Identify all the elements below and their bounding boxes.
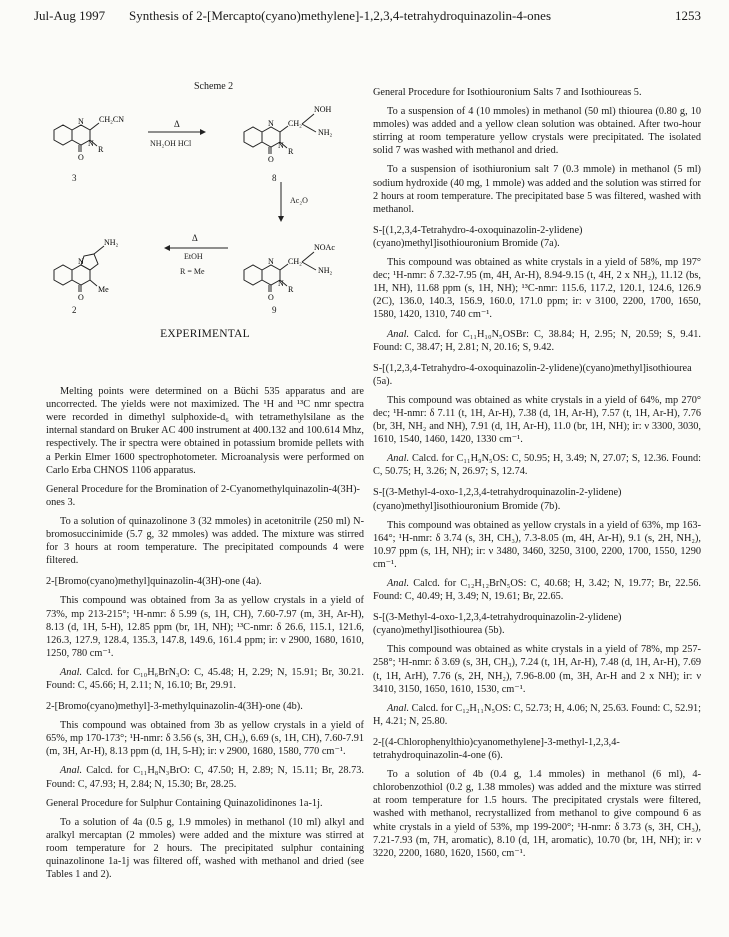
paragraph: This compound was obtained as white crystals in a yield of 58%, mp 197° dec; ¹H-nmr: δ 7.32-7.95 (m, 4H, Ar-H), 8.94-9.15 (t, 4H, 2 x NH₂), 11.12 (bs, 1H, NH), 11.68 ppm (s, 1H, NH); ¹³C-nmr: 115.6, 117.2, 120.1, 124.6, 126.9 (2C), 136.0, 140.3, 156.9, 160.0, 171.0 ppm; ir: ν 3100, 2200, 1700, 1650, 1580, 1420, 1310, 740 cm⁻¹. — [373, 257, 701, 321]
ch2-label: CH₂ — [288, 257, 302, 266]
compound-heading: 2-[Bromo(cyano)methyl]quinazolin-4(3H)-one (4a). — [46, 576, 262, 588]
n-label: N — [78, 257, 84, 266]
reagent-hydroxylamine: NH₂OH HCl — [150, 139, 192, 148]
n-label: N — [278, 279, 284, 288]
reagent-r-me: R = Me — [180, 267, 205, 276]
analysis-paragraph — [373, 577, 701, 603]
analysis-text: Calcd. for C₁₁H₈N₃BrO: C, 47.50; H, 2.89; N, 15.11; Br, 28.73. Found: C, 47.93; H, 2.84; N, 15.30; Br, 28.25. — [46, 765, 364, 790]
o-label: O — [268, 155, 274, 162]
o-label: O — [78, 153, 84, 162]
reagent-ethanol: EtOH — [184, 252, 203, 261]
header-title: Synthesis of 2-[Mercapto(cyano)methylene]-1,2,3,4-tetrahydroquinazolin-4-ones — [129, 8, 552, 23]
scheme-label: Scheme 2 — [194, 81, 234, 92]
reagent-heat-2: Δ — [192, 233, 198, 243]
paragraph: This compound was obtained as yellow crystals in a yield of 63%, mp 163-164°; ¹H-nmr: δ 3.74 (s, 3H, CH₃), 7.3-8.05 (m, 4H, Ar-H), 9.1 (s, 2H, NH₂), 10.97 ppm (s, 1H, NH); ir: ν 3480, 3460, 3250, 3100, 2200, 1700, 1550, 1290 cm⁻¹. — [373, 519, 701, 570]
arrow-down — [274, 182, 288, 222]
reaction-scheme — [46, 74, 364, 314]
nh2-label: NH₂ — [318, 128, 333, 137]
ch2-label: CH₂ — [288, 119, 302, 128]
n-label: N — [278, 141, 284, 150]
anal-label: Anal. — [387, 702, 410, 714]
compound-heading: 2-[Bromo(cyano)methyl]-3-methylquinazolin-4(3H)-one (4b). — [46, 701, 303, 713]
nh2-label: NH₂ — [104, 238, 119, 247]
compound-heading: 2-[(4-Chlorophenylthio)cyanomethylene]-3-methyl-1,2,3,4-tetrahydroquinazolin-4-one (6). — [373, 736, 620, 762]
n-label: N — [78, 117, 84, 126]
compound-heading: S-[(1,2,3,4-Tetrahydro-4-oxoquinazolin-2-ylidene)(cyano)methyl]isothiourea (5a). — [373, 362, 692, 387]
analysis-text: Calcd. for C₁₁H₁₀N₅OSBr: C, 38.84; H, 2.95; N, 20.59; S, 9.41. Found: C, 38.47; H, 2.81; N, 20.16; S, 9.42. — [373, 328, 701, 353]
paragraph: This compound was obtained as white crystals in a yield of 78%, mp 257-258°; ¹H-nmr: δ 3.69 (s, 3H, CH₃), 7.24 (t, 1H, Ar-H), 7.48 (d, 1H, Ar-H), 7.69 (t, 1H, ArH), 7.76 (s, 2H, NH₂), 7.96-8.00 (m, 3H, Ar-H and 2 x NH); ir: ν 3410, 3150, 1650, 1610, 1530, cm⁻¹. — [373, 644, 701, 695]
noh-label: NOH — [314, 105, 332, 114]
o-label: O — [78, 293, 84, 302]
n-label: N — [88, 139, 94, 148]
compound-heading: S-[(3-Methyl-4-oxo-1,2,3,4-tetrahydroquinazolin-2-ylidene)(cyano)methyl]isothiouronium Bromide (7b). — [373, 487, 622, 512]
paragraph: This compound was obtained from 3a as yellow crystals in a yield of 73%, mp 213-215°; ¹H-nmr: δ 5.99 (s, 1H, CH), 7.60-7.97 (m, 3H, Ar-H), 8.13 (d, 1H, 5-H), 12.85 ppm (br, 1H, NH); ¹³C-nmr: δ 26.6, 115.1, 121.6, 126.3, 127.9, 128.4, 135.3, 147.8, 149.6, 161.4 ppm; ir: ν 2900, 1680, 1610, 1250, 780 cm⁻¹. — [46, 595, 364, 659]
section-heading-experimental: EXPERIMENTAL — [160, 328, 250, 340]
analysis-text: Calcd. for C₁₁H₉N₅OS: C, 50.95; H, 3.49; N, 27.07; S, 12.36. Found: C, 50.75; H, 3.26; N, 26.97; S, 12.74. — [373, 453, 701, 478]
compound-number-3: 3 — [72, 173, 77, 183]
analysis-text: Calcd. for C₁₂H₁₁N₅OS: C, 52.73; H, 4.06; N, 25.63. Found: C, 52.91; H, 4.21; N, 25.80. — [373, 702, 701, 727]
compound-3-structure — [46, 98, 156, 168]
paragraph: To a solution of quinazolinone 3 (32 mmoles) in acetonitrile (250 ml) N-bromosuccinimide (5.7 g, 32 mmoles) was added. The mixture was stirred for 3 hours at room temperature. The precipitated compounds 4 were filtered. — [46, 515, 364, 567]
procedure-heading: General Procedure for Sulphur Containing Quinazolidinones 1a-1j. — [46, 797, 323, 809]
anal-label: Anal. — [60, 666, 83, 678]
r-label: R — [288, 147, 294, 156]
compound-heading: S-[(1,2,3,4-Tetrahydro-4-oxoquinazolin-2-ylidene)(cyano)methyl]isothiouronium Bromide (7a). — [373, 224, 583, 249]
compound-number-8: 8 — [272, 173, 277, 183]
page-number: 1253 — [675, 8, 701, 23]
anal-label: Anal. — [60, 765, 83, 777]
compound-8-structure — [236, 82, 364, 162]
r-label: R — [288, 285, 294, 294]
analysis-paragraph — [373, 452, 701, 478]
paragraph: This compound was obtained from 3b as yellow crystals in a yield of 65%, mp 170-173°; ¹H-nmr: δ 3.56 (s, 3H, CH₃), 6.69 (s, 1H, CH), 7.60-7.91 (m, 3H, Ar-H), 8.13 ppm (d, 1H, 5-H); ir: ν 2900, 1680, 1580, 770 cm⁻¹. — [46, 720, 364, 758]
analysis-text: Calcd. for C₁₂H₁₂BrN₅OS: C, 40.68; H, 3.42; N, 19.77; Br, 22.56. Found: C, 40.49; H, 3.49; N, 19.61; Br, 22.65. — [373, 578, 701, 603]
analysis-paragraph — [373, 328, 701, 354]
paragraph: To a suspension of isothiuronium salt 7 (0.3 mmole) in methanol (5 ml) sodium hydroxide (40 mg, 1 mmole) was added and the solution was stirred for 2 hours at room temperature. The precipitated base 5 was filtered, washed with methanol. — [373, 164, 701, 215]
n-label: N — [268, 119, 274, 128]
nh2-label: NH₂ — [318, 266, 333, 275]
paragraph: To a solution of 4b (0.4 g, 1.4 mmoles) in methanol (6 ml), 4-chlorobenzothiol (0.2 g, 1.38 mmoles) was added and the mixture was stirred at room temperature for 1.5 hours. The precipitated crystals were filtered, washed with methanol, recrystallized from methanol to give compound 6 as white crystals in a yield of 53%, mp 199-200°; ¹H-nmr: δ 3.73 (s, 3H, CH₃), 7.21-7.93 (m, 7H, aromatic), 8.10 (d, 1H, aromatic), 10.70 (br, 1H, NH); ir: ν 3220, 2200, 1680, 1620, 1560, cm⁻¹. — [373, 769, 701, 859]
compound-9-structure — [236, 222, 364, 304]
running-header — [34, 8, 701, 28]
reagent-heat: Δ — [174, 119, 180, 129]
anal-label: Anal. — [387, 328, 410, 340]
paragraph: This compound was obtained as white crystals in a yield of 64%, mp 270° dec; ¹H-nmr: δ 7.11 (t, 1H, Ar-H), 7.38 (d, 1H, Ar-H), 7.57 (t, 1H, Ar-H), 7.76 (br, 3H, NH₂ and NH), 7.91 (d, 1H, Ar-H), 11.0 (br, 1H, NH); ir: ν 3300, 3030, 1610, 1540, 1460, 1420, 1330 cm⁻¹. — [373, 394, 701, 446]
r-label: R — [98, 145, 104, 154]
noac-label: NOAc — [314, 243, 335, 252]
paragraph: To a solution of 4a (0.5 g, 1.9 mmoles) in methanol (10 ml) alkyl and aralkyl mercaptan (2 mmoles) were added and the mixture was stirred at room temperature for 2 hours. The precipitated sulphur containing quinazolinone 1a-1j was filtered off, washed with methanol and dried (see Tables 1 and 2). — [46, 816, 364, 881]
analysis-paragraph — [46, 666, 364, 692]
procedure-heading: General Procedure for the Bromination of 2-Cyanomethylquinazolin-4(3H)-ones 3. — [46, 483, 360, 508]
right-column — [373, 80, 701, 866]
analysis-paragraph — [373, 702, 701, 728]
paragraph: Melting points were determined on a Büchi 535 apparatus and are uncorrected. The yields were not maximized. The ¹H and ¹³C nmr spectra were recorded in dimethyl sulphoxide-d₆ with tetramethylsilane as the internal standard on Bruker AC 400 instrument at 400.132 and 100.614 Mhz, respectively. The ir spectra were obtained in potassium bromide pellets with a Perkin Elmer 1600 spectrophotometer. Microanalysis were performed on Carlo Erba CHNOS 1106 apparatus. — [46, 386, 364, 476]
n-label: N — [268, 257, 274, 266]
o-label: O — [268, 293, 274, 302]
reagent-acetic-anhydride: Ac₂O — [290, 196, 308, 205]
ch2cn-label: CH₂CN — [99, 115, 125, 124]
procedure-heading: General Procedure for Isothiouronium Salts 7 and Isothioureas 5. — [373, 87, 642, 98]
anal-label: Anal. — [387, 453, 410, 465]
compound-heading: S-[(3-Methyl-4-oxo-1,2,3,4-tetrahydroquinazolin-2-ylidene)(cyano)methyl]isothiourea (5b). — [373, 612, 622, 637]
left-column — [46, 74, 364, 887]
paragraph: To a suspension of 4 (10 mmoles) in methanol (50 ml) thiourea (0.80 g, 10 mmoles) was added and a yellow clean solution was obtained. After two-hour stirring at room temperature yellow crystals were precipitated. The isolated solid 7 was washed with methanol and dried. — [373, 106, 701, 157]
compound-number-2: 2 — [72, 305, 77, 315]
anal-label: Anal. — [387, 578, 410, 589]
me-label: Me — [98, 285, 109, 294]
compound-2-structure — [46, 222, 156, 304]
header-date: Jul-Aug 1997 — [34, 8, 106, 23]
compound-number-9: 9 — [272, 305, 277, 315]
analysis-text: Calcd. for C₁₀H₆BrN₃O: C, 45.48; H, 2.29; N, 15.91; Br, 30.21. Found: C, 45.66; H, 2.11; N, 16.10; Br, 29.91. — [46, 666, 364, 691]
analysis-paragraph — [46, 764, 364, 790]
